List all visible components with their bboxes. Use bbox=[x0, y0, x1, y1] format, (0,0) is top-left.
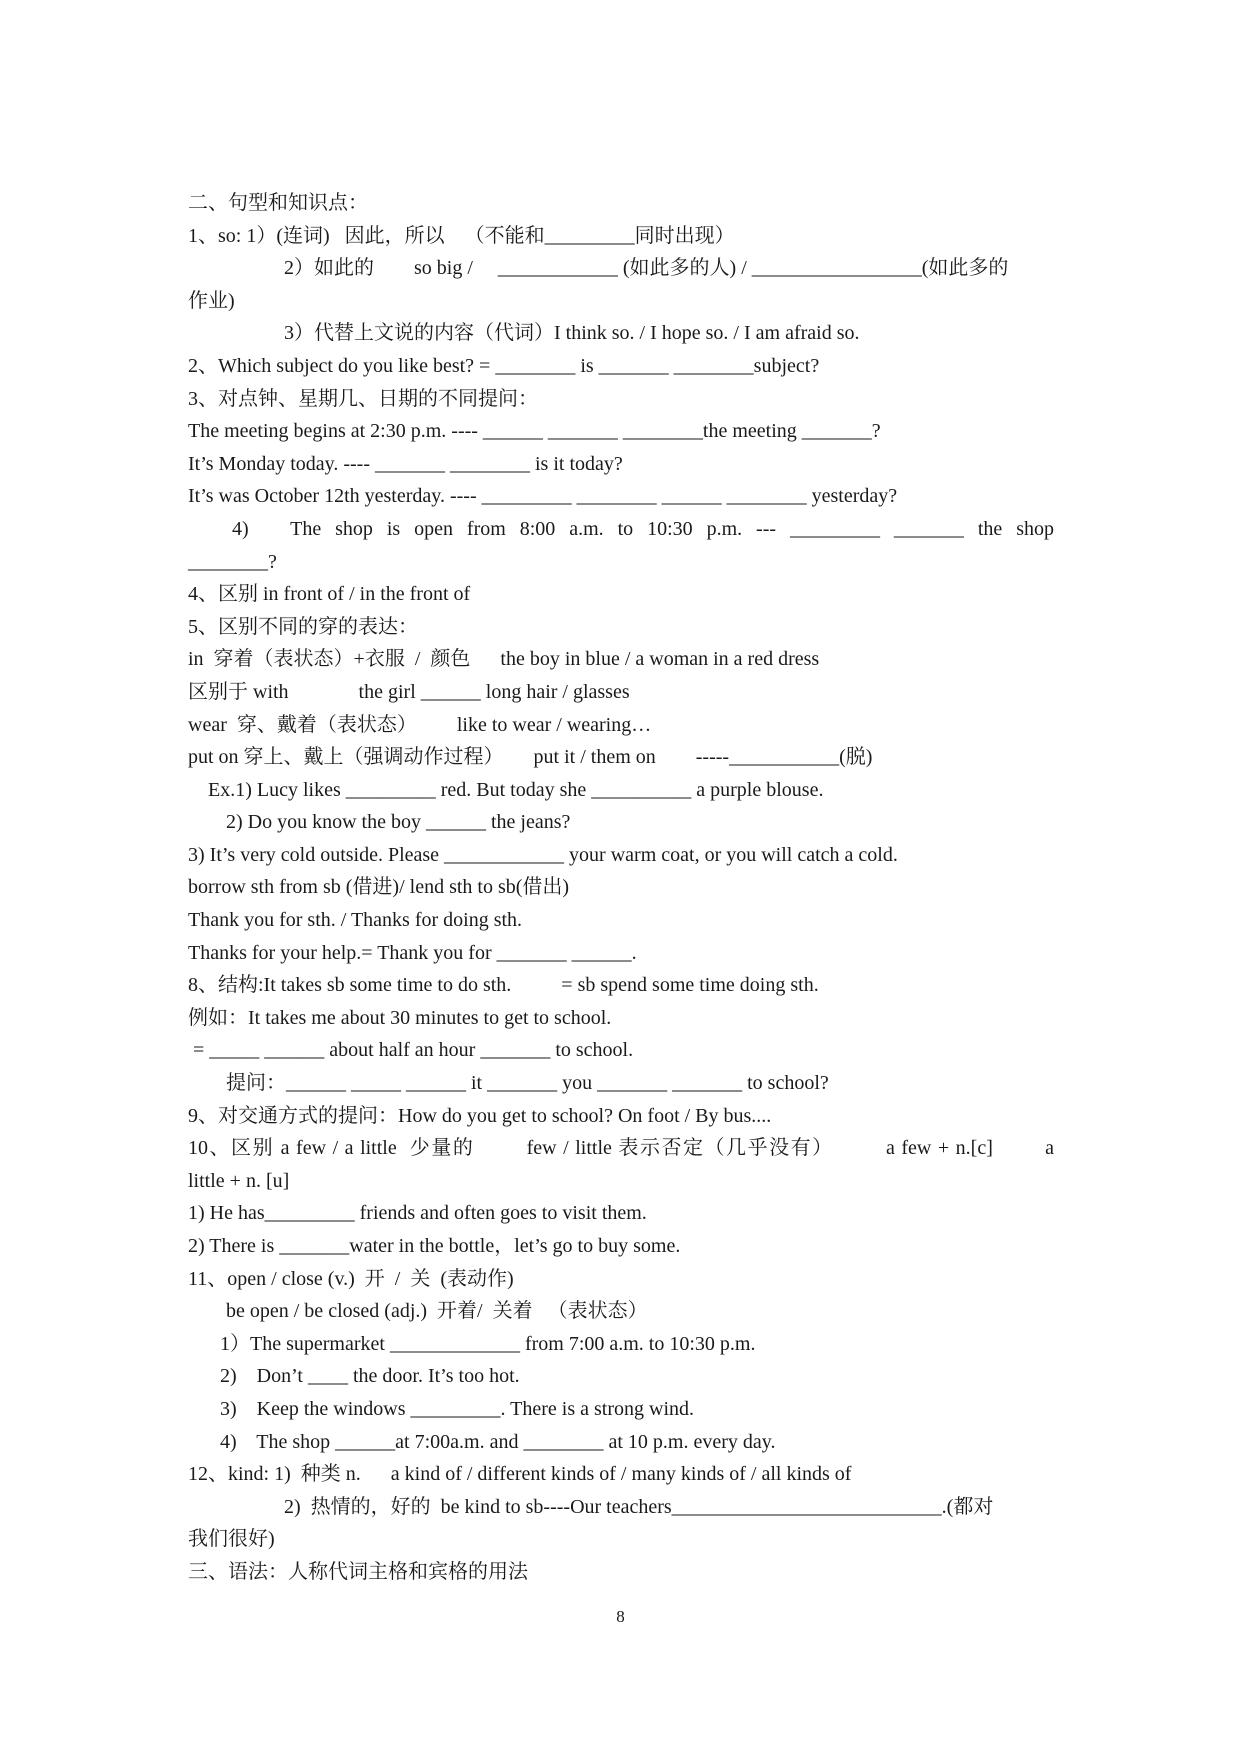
text-line: 例如：It takes me about 30 minutes to get to school. bbox=[188, 1006, 612, 1029]
text-line: 12、kind: 1) 种类 n. a kind of / different kinds of / many kinds of / all kinds of bbox=[188, 1463, 852, 1486]
text-line: 作业) bbox=[188, 289, 235, 312]
text-line: 提问：______ _____ ______ it _______ you _______ _______ to school? bbox=[226, 1072, 829, 1095]
text-line: 二、句型和知识点： bbox=[188, 192, 368, 214]
text-line: 3) It’s very cold outside. Please ____________ your warm coat, or you will catch a cold. bbox=[188, 843, 898, 866]
text-line: in 穿着（表状态）+衣服 / 颜色 the boy in blue / a woman in a red dress bbox=[188, 648, 820, 671]
text-line: 9、对交通方式的提问：How do you get to school? On foot / By bus.... bbox=[188, 1104, 772, 1127]
text-line: 1) He has_________ friends and often goes to visit them. bbox=[188, 1202, 647, 1225]
text-line: 5、区别不同的穿的表达： bbox=[188, 615, 418, 638]
text-line: 8、结构:It takes sb some time to do sth. = sb spend some time doing sth. bbox=[188, 974, 819, 997]
text-line: 4、区别 in front of / in the front of bbox=[188, 583, 471, 606]
text-line: 2）如此的 so big / ____________ (如此多的人) / _________________(如此多的 bbox=[284, 257, 1009, 280]
text-line: little + n. [u] bbox=[188, 1169, 290, 1192]
text-line: be open / be closed (adj.) 开着/ 关着 （表状态） bbox=[226, 1300, 648, 1323]
text-line: 区别于 with the girl ______ long hair / glasses bbox=[188, 680, 630, 703]
text-line: 2) Don’t ____ the door. It’s too hot. bbox=[220, 1365, 520, 1388]
text-line: 3）代替上文说的内容（代词）I think so. / I hope so. / I am afraid so. bbox=[284, 322, 860, 345]
text-line: 2) 热情的，好的 be kind to sb----Our teachers___________________________.(都对 bbox=[284, 1495, 994, 1518]
text-line: 4) The shop is open from 8:00 a.m. to 10:30 p.m. --- _________ _______ the shop bbox=[232, 517, 1054, 540]
text-line: 3、对点钟、星期几、日期的不同提问： bbox=[188, 387, 538, 410]
text-line: It’s was October 12th yesterday. ---- _________ ________ ______ ________ yesterday? bbox=[188, 485, 898, 508]
text-line: 1）The supermarket _____________ from 7:00 a.m. to 10:30 p.m. bbox=[220, 1332, 756, 1355]
text-line: The meeting begins at 2:30 p.m. ---- ______ _______ ________the meeting _______? bbox=[188, 420, 881, 443]
text-line: Ex.1) Lucy likes _________ red. But today she __________ a purple blouse. bbox=[208, 778, 824, 801]
text-line: 10、区别 a few / a little 少量的 few / little 表示否定（几乎没有） a few + n.[c] a bbox=[188, 1137, 1054, 1160]
text-line: 2、Which subject do you like best? = ________ is _______ ________subject? bbox=[188, 354, 820, 377]
text-line: 2) Do you know the boy ______ the jeans? bbox=[226, 811, 571, 834]
text-line: It’s Monday today. ---- _______ ________ is it today? bbox=[188, 452, 623, 475]
text-line: 3) Keep the windows _________. There is a strong wind. bbox=[220, 1397, 695, 1420]
text-line: 1、so: 1）(连词) 因此，所以 （不能和_________同时出现） bbox=[188, 224, 735, 247]
text-line: Thank you for sth. / Thanks for doing sth. bbox=[188, 909, 523, 932]
text-line: 2) There is _______water in the bottle，let’s go to buy some. bbox=[188, 1235, 681, 1257]
text-line: = _____ ______ about half an hour _______ to school. bbox=[188, 1039, 634, 1062]
text-line: 我们很好) bbox=[188, 1528, 275, 1551]
text-line: 三、语法：人称代词主格和宾格的用法 bbox=[188, 1560, 528, 1583]
text-line: 4) The shop ______at 7:00a.m. and ________ at 10 p.m. every day. bbox=[220, 1430, 776, 1453]
page-content bbox=[188, 187, 1054, 1589]
text-line: ________? bbox=[188, 550, 277, 573]
text-line: put on 穿上、戴上（强调动作过程） put it / them on -----___________(脱) bbox=[188, 746, 873, 769]
text-line: 11、open / close (v.) 开 / 关 (表动作) bbox=[188, 1267, 514, 1290]
page-number: 8 bbox=[616, 1607, 625, 1626]
text-line: borrow sth from sb (借进)/ lend sth to sb(借出) bbox=[188, 876, 570, 899]
text-line: wear 穿、戴着（表状态） like to wear / wearing… bbox=[188, 713, 652, 736]
text-line: Thanks for your help.= Thank you for _______ ______. bbox=[188, 941, 637, 964]
